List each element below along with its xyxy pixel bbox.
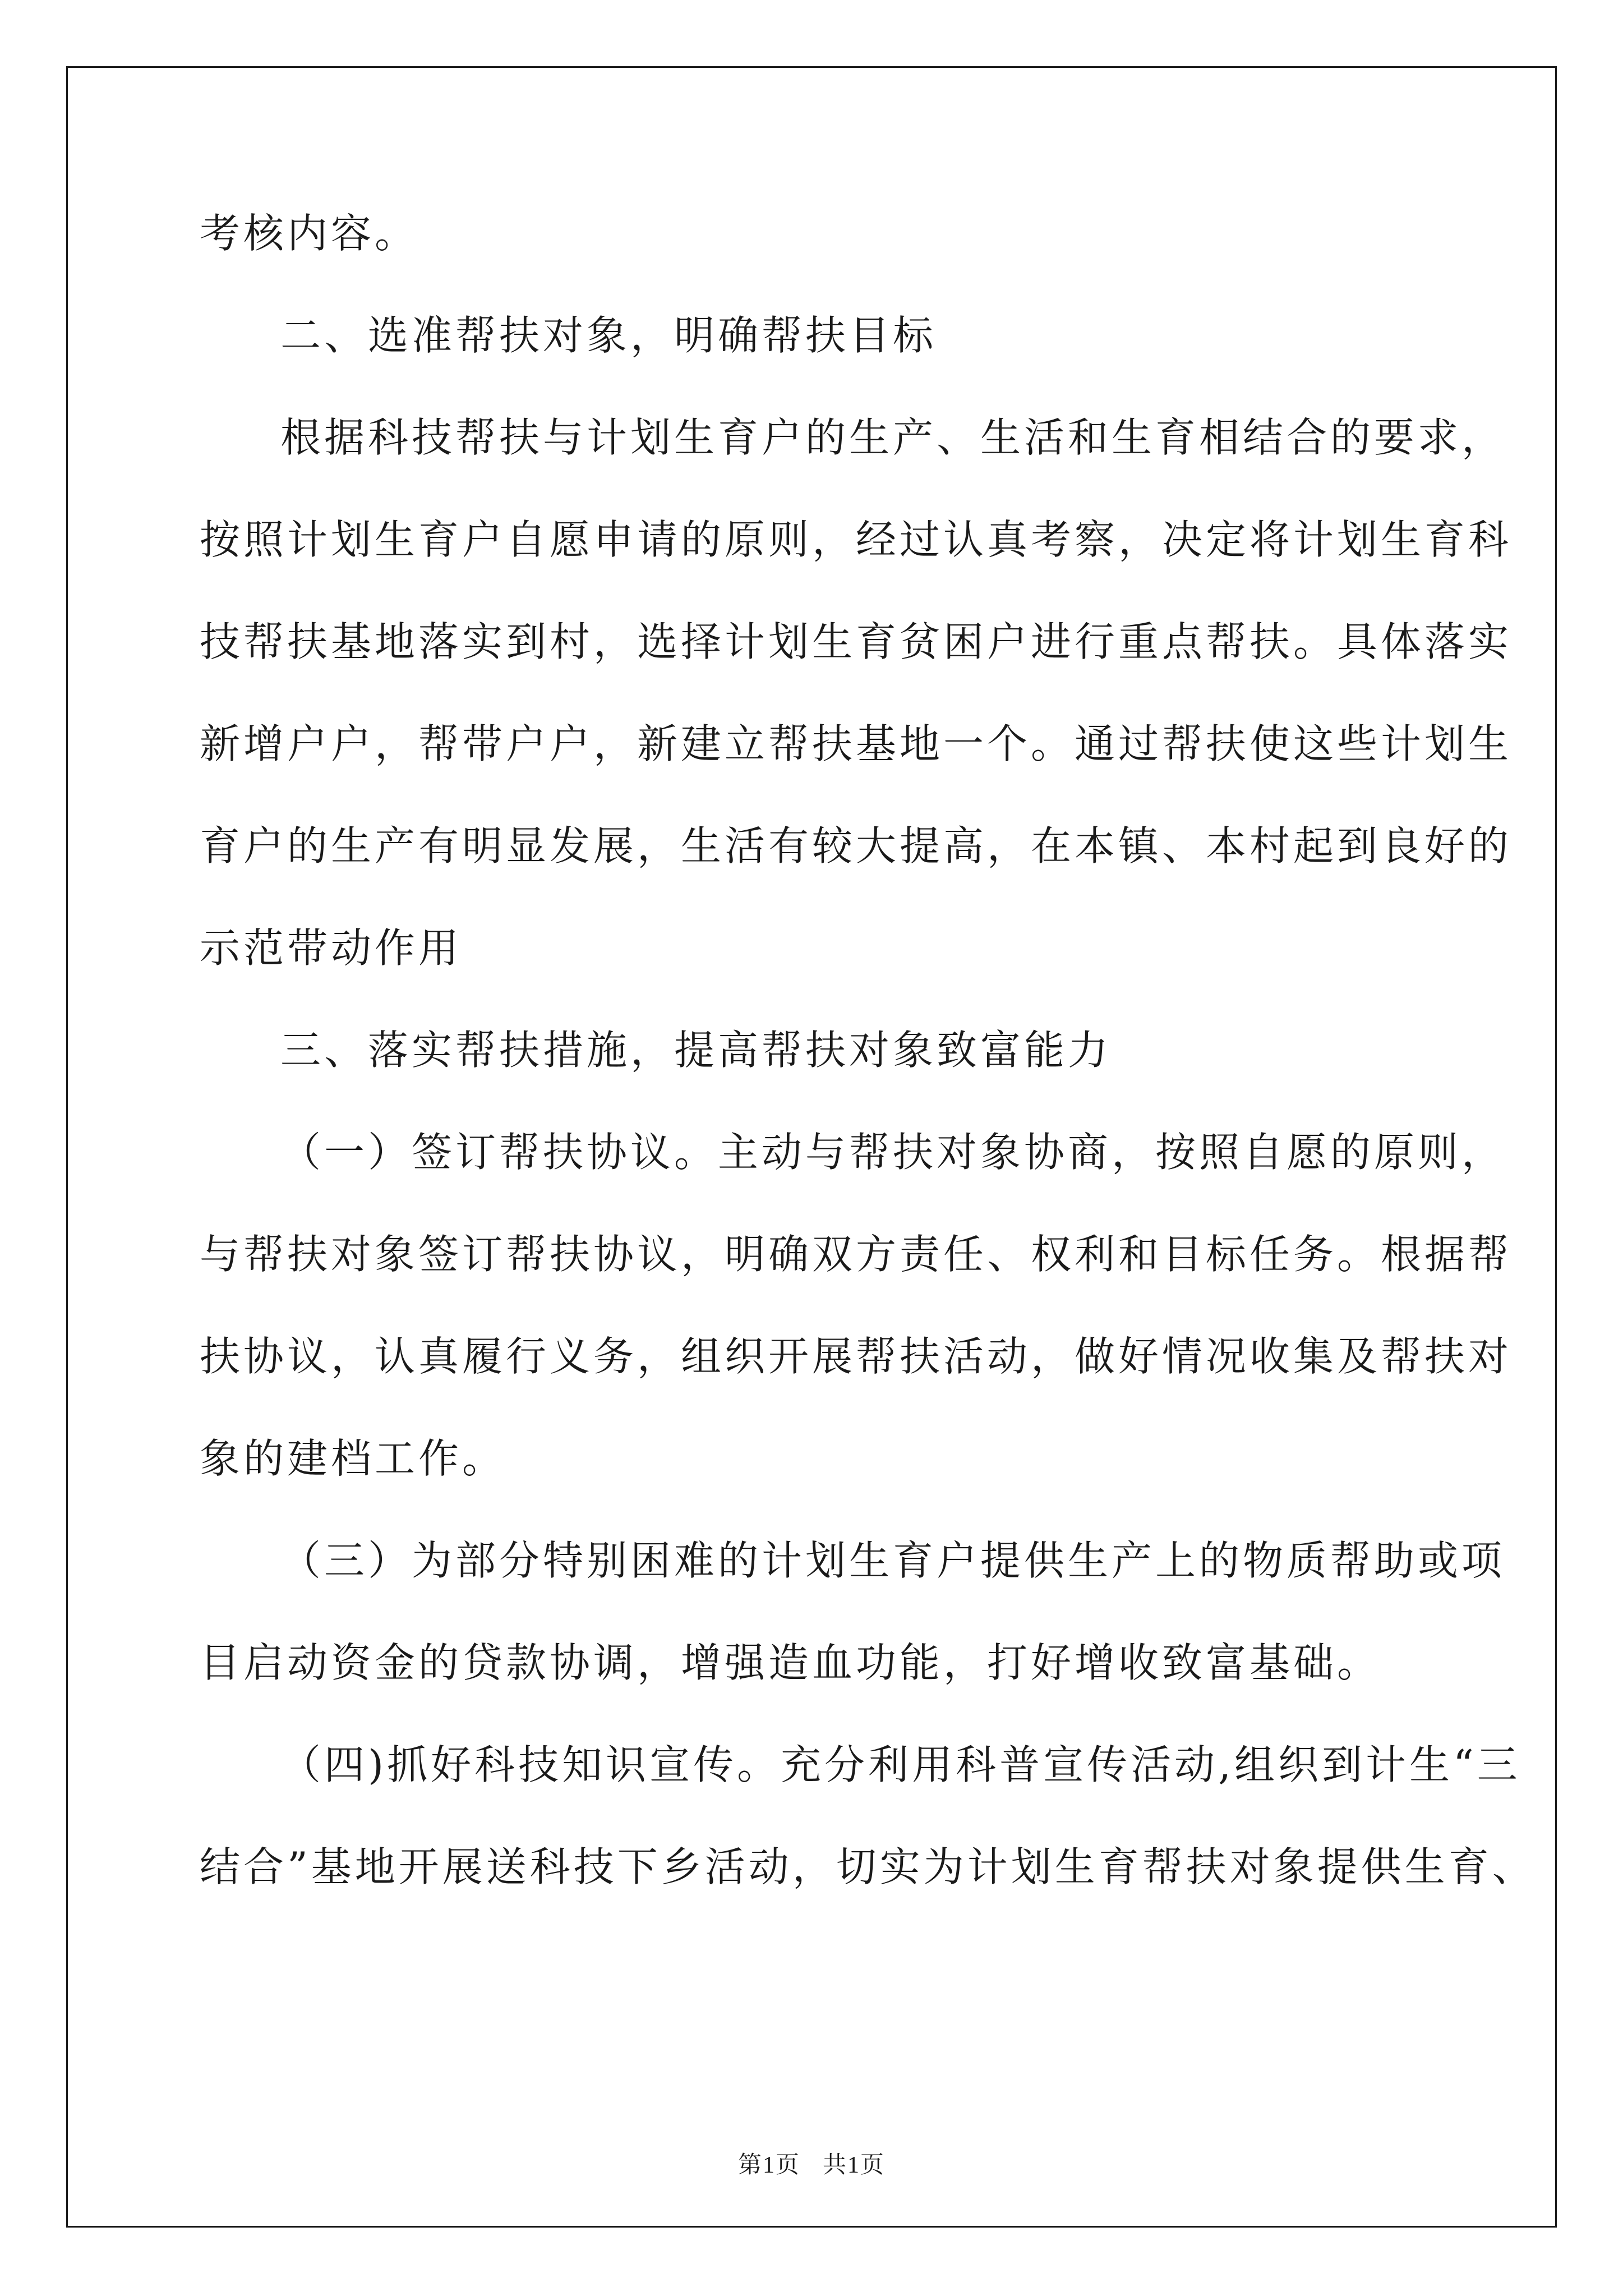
text-line: （三）为部分特别困难的计划生育户提供生产上的物质帮助或项 [280, 1537, 1506, 1584]
page-footer [0, 2146, 1623, 2180]
text-line: 根据科技帮扶与计划生育户的生产、生活和生育相结合的要求， [280, 414, 1506, 461]
section-heading: 三、落实帮扶措施，提高帮扶对象致富能力 [280, 1027, 1112, 1074]
text-line: 象的建档工作。 [200, 1435, 506, 1482]
text-line: 按照计划生育户自愿申请的原则，经过认真考察，决定将计划生育科 [200, 516, 1513, 563]
text-line: 技帮扶基地落实到村，选择计划生育贫困户进行重点帮扶。具体落实 [200, 618, 1513, 665]
text-line: 结合”基地开展送科技下乡活动，切实为计划生育帮扶对象提供生育、 [200, 1843, 1536, 1890]
text-line: （一）签订帮扶协议。主动与帮扶对象协商，按照自愿的原则， [280, 1129, 1506, 1176]
section-heading: 二、选准帮扶对象，明确帮扶目标 [280, 312, 937, 359]
document-body [200, 182, 1536, 1918]
text-line: 目启动资金的贷款协调，增强造血功能，打好增收致富基础。 [200, 1639, 1381, 1686]
text-line: 与帮扶对象签订帮扶协议，明确双方责任、权利和目标任务。根据帮 [200, 1231, 1513, 1278]
page-total: 共1页 [823, 2152, 886, 2178]
text-line: 示范带动作用 [200, 924, 463, 972]
text-line: （四)抓好科技知识宣传。充分利用科普宣传活动,组织到计生“三 [280, 1741, 1521, 1788]
page-number: 第1页 [737, 2152, 800, 2178]
text-line: 新增户户，帮带户户，新建立帮扶基地一个。通过帮扶使这些计划生 [200, 720, 1513, 767]
text-line: 扶协议，认真履行义务，组织开展帮扶活动，做好情况收集及帮扶对 [200, 1333, 1513, 1380]
text-line: 育户的生产有明显发展，生活有较大提高，在本镇、本村起到良好的 [200, 822, 1513, 869]
text-line: 考核内容。 [200, 210, 419, 257]
